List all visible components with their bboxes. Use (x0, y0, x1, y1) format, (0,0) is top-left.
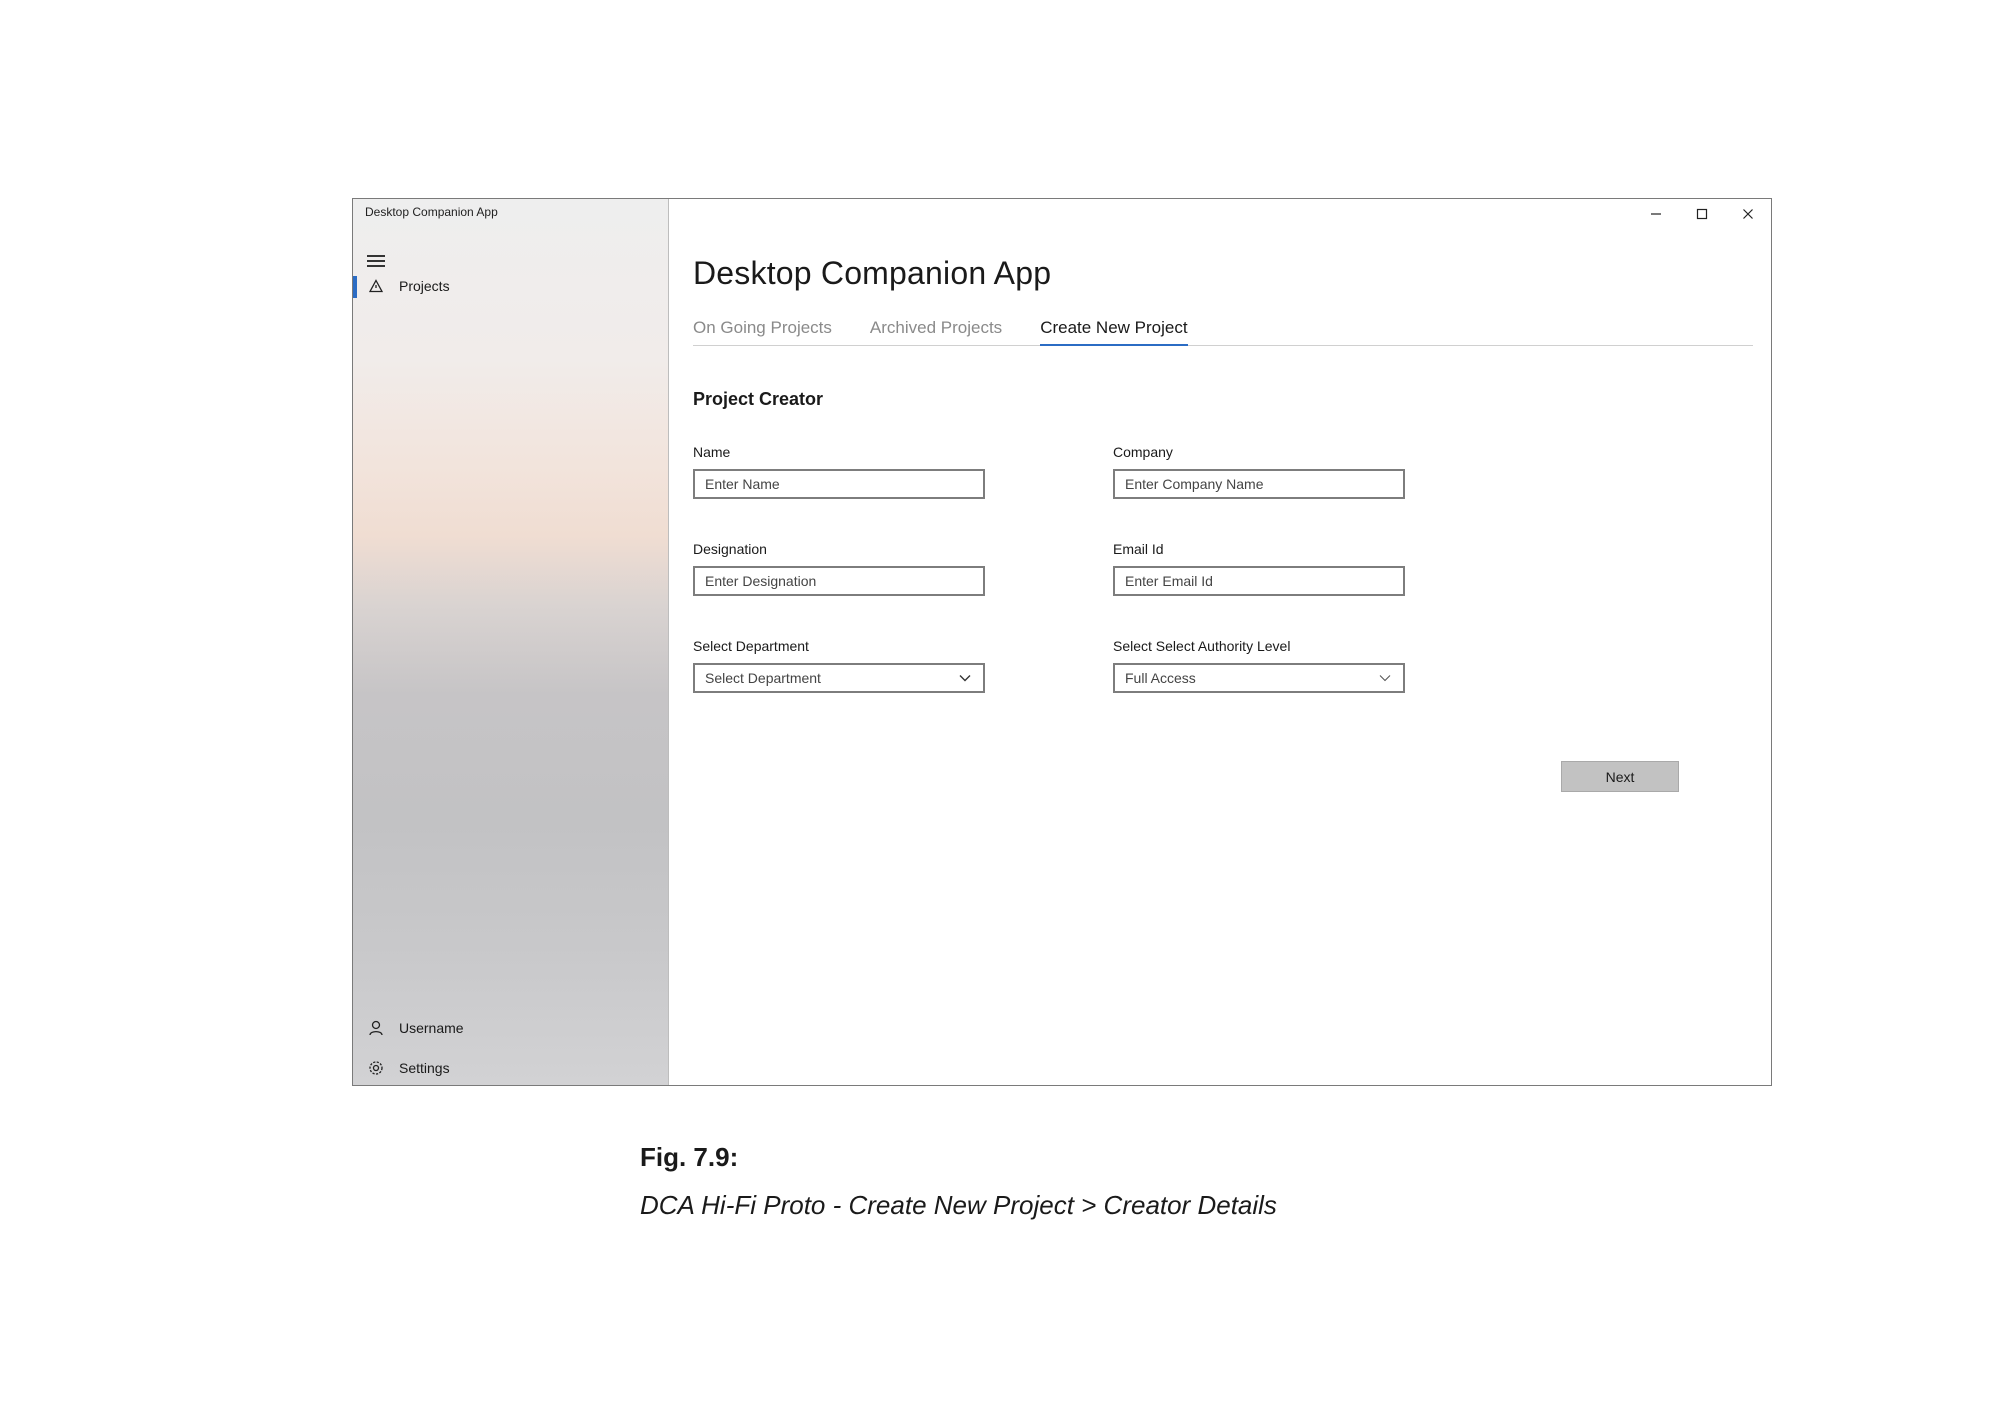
page-title: Desktop Companion App (693, 255, 1052, 291)
name-label: Name (693, 444, 731, 460)
maximize-button[interactable] (1679, 199, 1725, 229)
tab-ongoing-projects[interactable]: On Going Projects (693, 318, 832, 337)
hamburger-menu-icon[interactable] (367, 255, 385, 267)
name-input[interactable]: Enter Name (693, 469, 985, 499)
designation-input[interactable]: Enter Designation (693, 566, 985, 596)
main-content (669, 199, 1771, 1085)
sidebar-item-projects[interactable] (353, 271, 669, 301)
chevron-down-icon (1379, 674, 1391, 682)
gear-icon (367, 1059, 385, 1077)
company-label: Company (1113, 444, 1173, 460)
sidebar-item-settings[interactable] (353, 1053, 669, 1083)
sidebar-item-label: Settings (399, 1060, 450, 1076)
department-select-value: Select Department (705, 670, 821, 686)
authority-select[interactable] (1113, 663, 1405, 693)
close-button[interactable] (1725, 199, 1771, 229)
user-icon (367, 1019, 385, 1037)
department-select[interactable] (693, 663, 985, 693)
maximize-icon (1696, 208, 1708, 220)
sidebar-item-label: Projects (399, 278, 450, 294)
authority-select-value: Full Access (1125, 670, 1196, 686)
tab-bar (693, 317, 1753, 346)
company-input[interactable]: Enter Company Name (1113, 469, 1405, 499)
sidebar-item-label: Username (399, 1020, 464, 1036)
sidebar (353, 199, 669, 1085)
sidebar-item-username[interactable] (353, 1013, 669, 1043)
window-controls (1633, 199, 1771, 229)
chevron-down-icon (959, 674, 971, 682)
department-label: Select Department (693, 638, 809, 654)
next-button[interactable]: Next (1561, 761, 1679, 792)
tab-create-new-project[interactable]: Create New Project (1040, 317, 1187, 345)
figure-caption-heading: Fig. 7.9: (640, 1142, 739, 1172)
email-input[interactable]: Enter Email Id (1113, 566, 1405, 596)
minimize-button[interactable] (1633, 199, 1679, 229)
designation-label: Designation (693, 541, 767, 557)
section-title: Project Creator (693, 389, 824, 409)
app-window (352, 198, 1772, 1086)
projects-triangle-icon (367, 277, 385, 295)
close-icon (1742, 208, 1754, 220)
tab-archived-projects[interactable]: Archived Projects (869, 318, 1003, 337)
window-title: Desktop Companion App (365, 205, 498, 219)
email-label: Email Id (1113, 541, 1164, 557)
figure-caption-subtitle: DCA Hi-Fi Proto - Create New Project > Creator Details (640, 1190, 1277, 1220)
authority-label: Select Select Authority Level (1113, 638, 1291, 654)
minimize-icon (1650, 208, 1662, 220)
